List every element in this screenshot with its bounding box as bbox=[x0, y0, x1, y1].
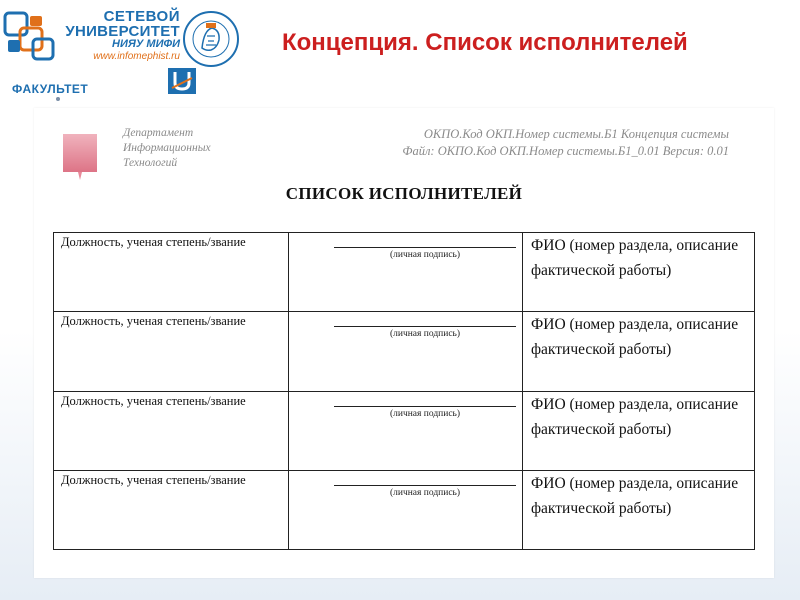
document-id-line-1: ОКПО.Код ОКП.Номер системы.Б1 Концепция системы bbox=[423, 127, 729, 141]
university-seal-icon bbox=[182, 10, 240, 68]
department-emblem-icon bbox=[63, 134, 97, 180]
department-name bbox=[123, 126, 211, 171]
faculty-label: ФАКУЛЬТЕТ bbox=[12, 82, 89, 96]
signature-line bbox=[334, 485, 516, 486]
signature-label: (личная подпись) bbox=[389, 408, 461, 419]
position-text: Должность, ученая степень/звание bbox=[61, 235, 246, 249]
name-cell bbox=[523, 470, 755, 549]
position-cell bbox=[54, 312, 289, 391]
slide-title: Концепция. Список исполнителей bbox=[282, 29, 688, 56]
signature-line bbox=[334, 406, 516, 407]
signature-label: (личная подпись) bbox=[389, 329, 461, 340]
table-row bbox=[54, 233, 755, 312]
position-cell bbox=[54, 470, 289, 549]
position-text: Должность, ученая степень/звание bbox=[61, 472, 246, 487]
document-heading: СПИСОК ИСПОЛНИТЕЛЕЙ bbox=[285, 184, 523, 203]
signature-cell bbox=[289, 470, 523, 549]
name-text: ФИО (номер раздела, описание фактической работы) bbox=[531, 395, 739, 438]
name-cell bbox=[523, 312, 755, 391]
position-text: Должность, ученая степень/звание bbox=[61, 393, 246, 408]
executors-table bbox=[53, 232, 755, 550]
table-row bbox=[54, 312, 755, 391]
name-cell bbox=[523, 233, 755, 312]
faculty-dot bbox=[56, 97, 60, 101]
network-university-logo bbox=[62, 8, 180, 62]
signature-cell bbox=[289, 312, 523, 391]
document-page bbox=[34, 108, 774, 578]
network-logo-icon bbox=[2, 10, 58, 64]
department-line-3: Технологий bbox=[123, 157, 178, 169]
logo-line-3: НИЯУ МИФИ bbox=[112, 38, 180, 50]
position-cell bbox=[54, 391, 289, 470]
document-identifier bbox=[389, 126, 729, 160]
signature-label: (личная подпись) bbox=[389, 250, 461, 260]
position-text: Должность, ученая степень/звание bbox=[61, 314, 246, 329]
logo-url: www.infomephist.ru bbox=[93, 51, 180, 62]
name-cell bbox=[523, 391, 755, 470]
signature-line bbox=[334, 247, 516, 248]
department-line-1: Департамент bbox=[123, 127, 194, 139]
logo-line-1: СЕТЕВОЙ bbox=[103, 8, 180, 25]
position-cell bbox=[54, 233, 289, 312]
signature-cell bbox=[289, 391, 523, 470]
signature-line bbox=[334, 326, 516, 327]
document-id-line-2: Файл: ОКПО.Код ОКП.Номер системы.Б1_0.01 Версия: 0.01 bbox=[402, 144, 729, 158]
name-text: ФИО (номер раздела, описание фактической работы) bbox=[531, 474, 739, 517]
u-logo-icon bbox=[168, 68, 196, 94]
logo-line-2: УНИВЕРСИТЕТ bbox=[65, 23, 180, 40]
name-text: ФИО (номер раздела, описание фактической работы) bbox=[531, 237, 739, 279]
name-text: ФИО (номер раздела, описание фактической работы) bbox=[531, 316, 739, 359]
table-row bbox=[54, 470, 755, 549]
signature-label: (личная подпись) bbox=[389, 487, 461, 498]
signature-cell bbox=[289, 233, 523, 312]
department-line-2: Информационных bbox=[123, 142, 211, 154]
table-row bbox=[54, 391, 755, 470]
